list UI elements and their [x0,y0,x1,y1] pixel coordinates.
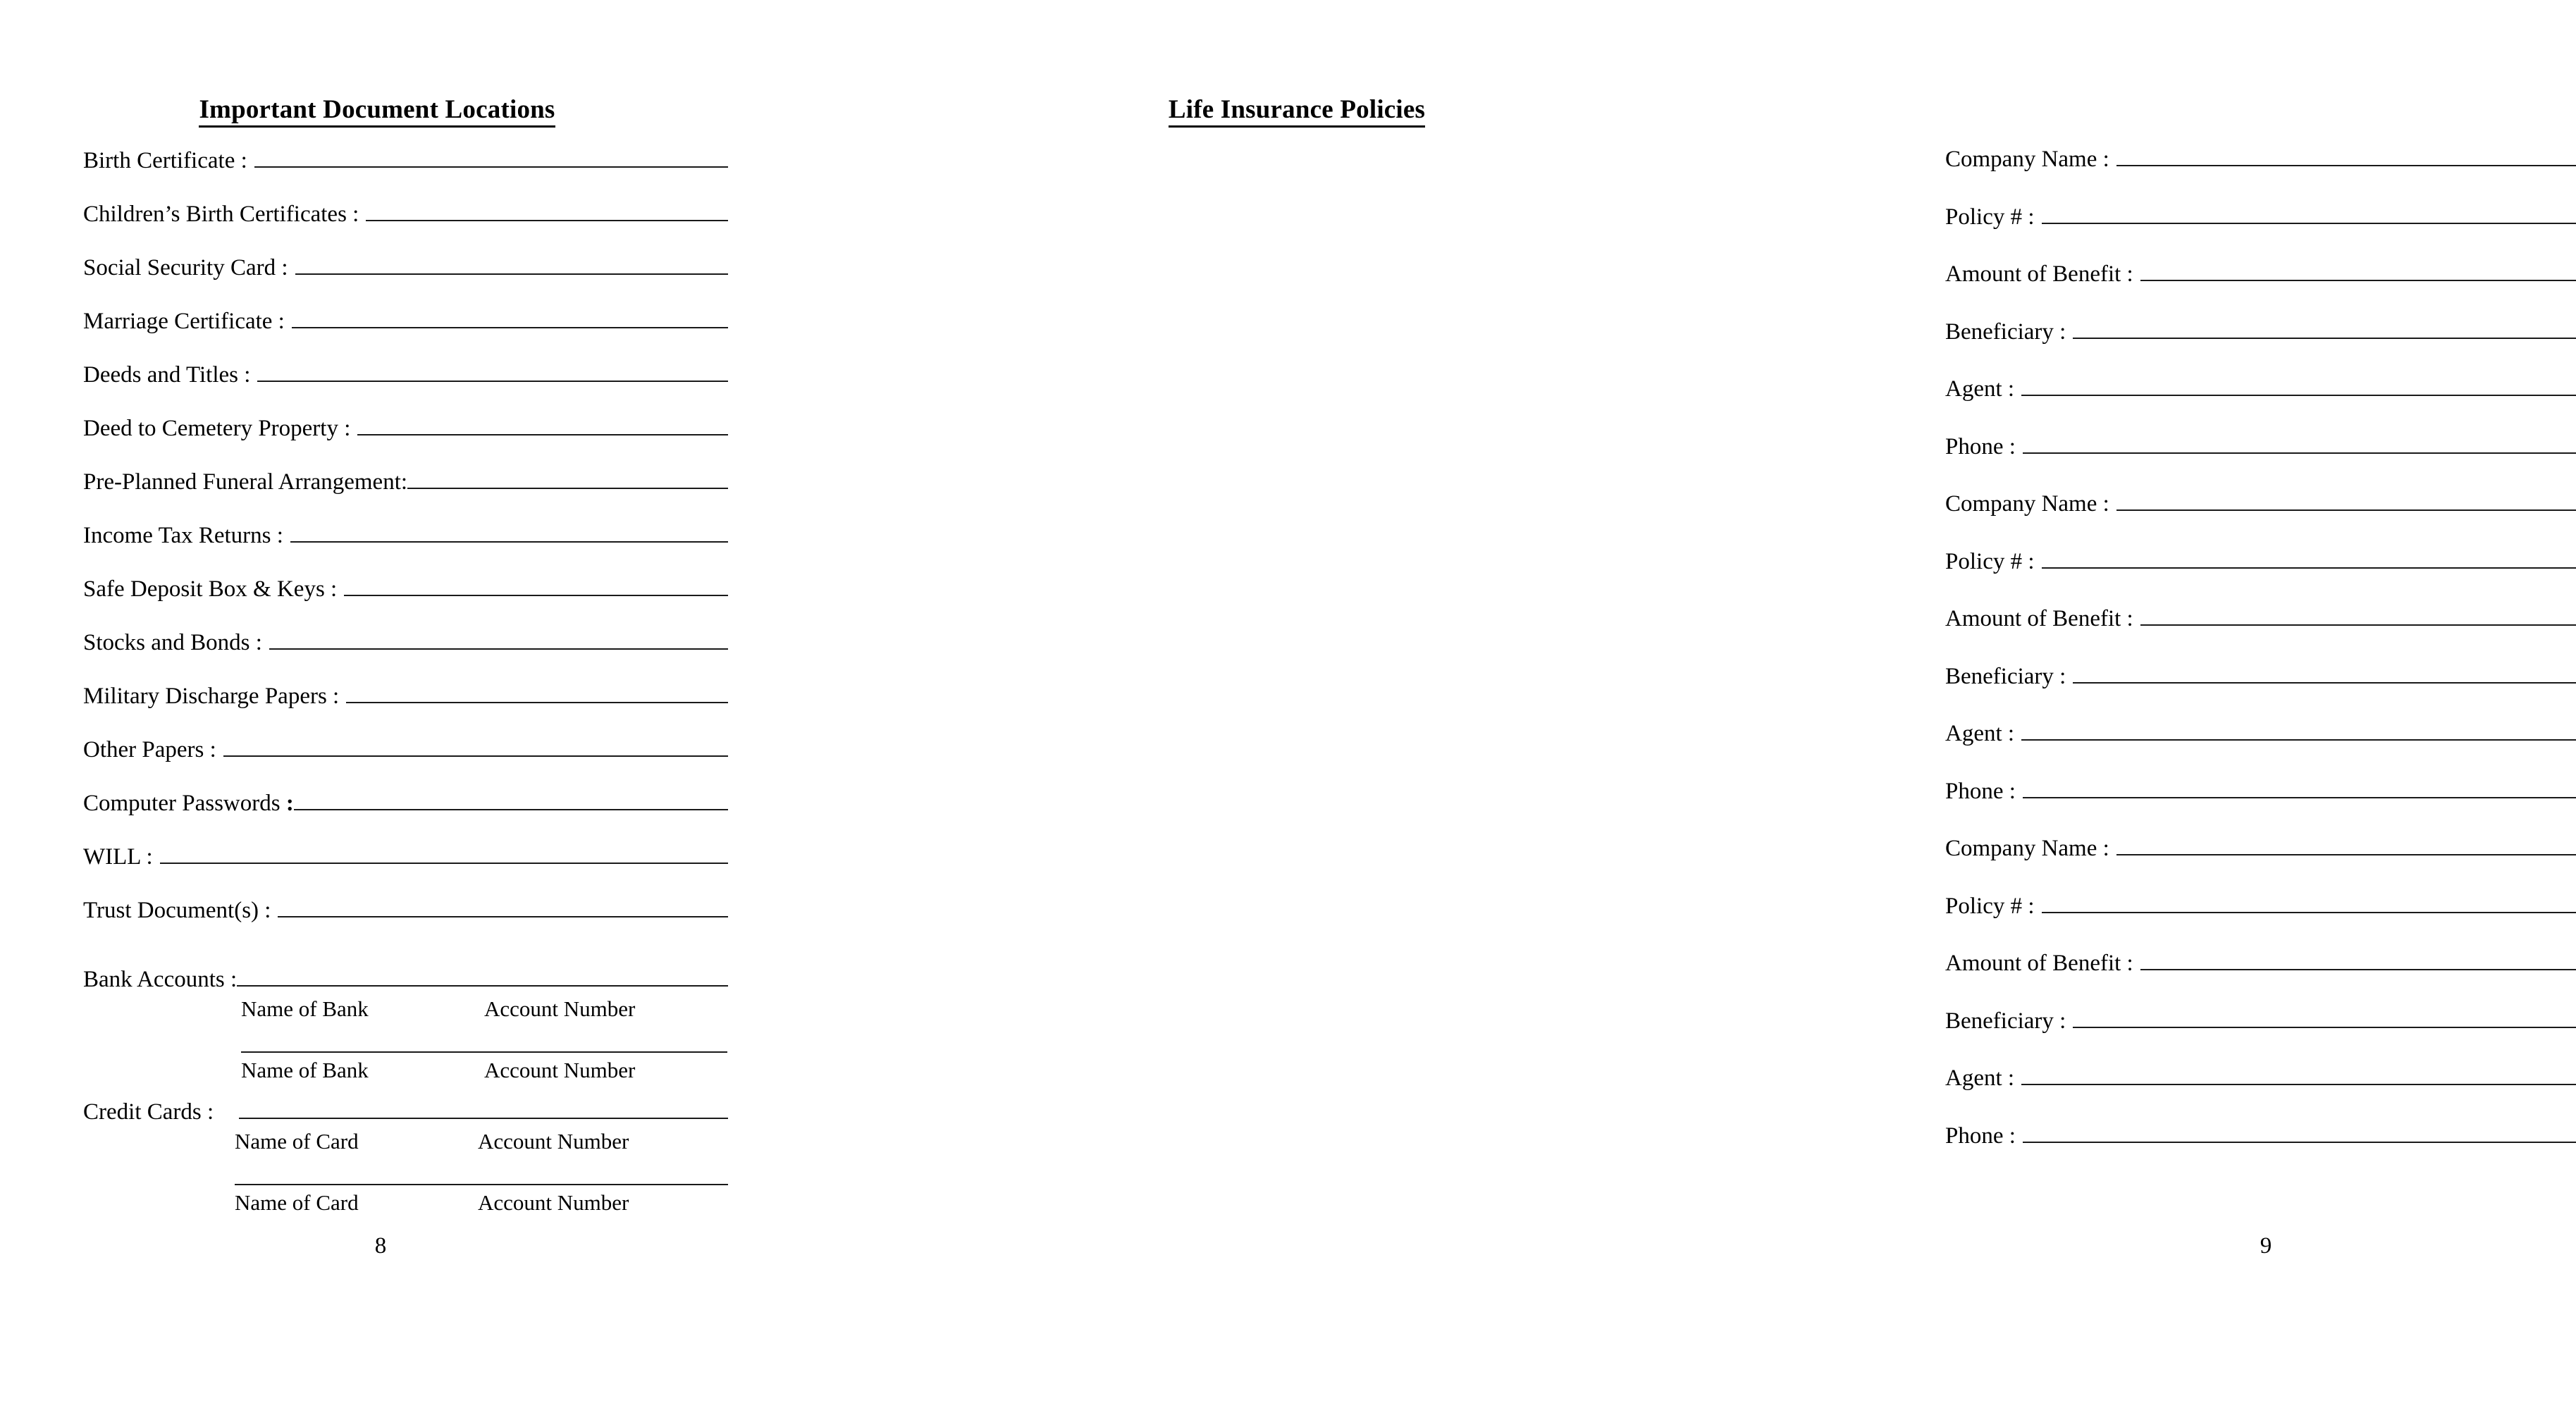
field-write-in-line[interactable] [2023,434,2576,454]
bank-accounts-number-column-header: Account Number [484,1058,636,1082]
field-label: Amount of Benefit : [1945,606,2133,631]
bank-accounts-name-column-header: Name of Bank [241,1058,369,1082]
field-label: Company Name : [1945,147,2109,172]
form-field-row [1945,261,2576,319]
field-label: Phone : [1945,433,2016,459]
field-write-in-line[interactable] [2116,147,2576,166]
field-write-in-line[interactable] [295,255,728,275]
form-field-row [1945,1008,2576,1066]
field-label: Policy # : [1945,204,2035,230]
field-label: Policy # : [1945,548,2035,574]
form-field-row [83,844,728,898]
field-label: Marriage Certificate : [83,309,285,334]
field-write-in-line[interactable] [223,737,728,757]
bank-accounts-header-row [83,967,728,991]
field-write-in-line[interactable] [357,416,728,435]
field-label: Deeds and Titles : [83,362,251,388]
form-field-row [1945,721,2576,779]
field-write-in-line[interactable] [160,844,728,864]
form-field-row [83,737,728,791]
page-number-left: 8 [374,1233,387,1259]
field-write-in-line[interactable] [2140,606,2576,626]
bank-accounts-column-headers [241,991,728,1020]
field-label: Amount of Benefit : [1945,951,2133,976]
field-write-in-line[interactable] [294,791,728,810]
left-page-title-text: Important Document Locations [199,95,555,128]
credit-cards-column-headers [235,1185,728,1213]
field-write-in-line[interactable] [2116,491,2576,511]
field-label: Stocks and Bonds : [83,630,262,655]
field-write-in-line[interactable] [2042,549,2576,569]
form-field-row [83,309,728,362]
field-label: Beneficiary : [1945,319,2066,345]
field-write-in-line[interactable] [2073,319,2576,339]
form-field-row [1945,549,2576,607]
field-write-in-line[interactable] [366,202,728,221]
field-write-in-line[interactable] [2023,1123,2576,1143]
page-number-right: 9 [2260,1233,2272,1259]
field-label: Deed to Cemetery Property : [83,416,351,441]
credit-cards-column-headers [235,1124,728,1152]
field-label: Agent : [1945,721,2015,746]
form-field-row [1945,434,2576,492]
form-field-row [83,576,728,630]
credit-cards-block [83,1099,728,1152]
credit-cards-label: Credit Cards : [83,1099,214,1125]
field-write-in-line[interactable] [278,898,728,917]
field-label: Agent : [1945,1065,2015,1091]
credit-cards-write-in-line[interactable] [239,1099,728,1119]
field-write-in-line[interactable] [2042,204,2576,224]
field-label: Company Name : [1945,836,2109,861]
field-label: Computer Passwords : [83,791,294,816]
field-label: Beneficiary : [1945,663,2066,689]
form-field-row [83,523,728,576]
field-write-in-line[interactable] [2140,951,2576,970]
field-label: Military Discharge Papers : [83,684,340,709]
bank-accounts-column-headers [241,1053,728,1081]
field-write-in-line[interactable] [254,148,728,168]
field-label: Trust Document(s) : [83,898,271,923]
field-write-in-line[interactable] [2021,721,2576,741]
field-write-in-line[interactable] [269,630,728,650]
field-label: Phone : [1945,778,2016,804]
field-label: Social Security Card : [83,255,288,280]
field-label: Phone : [1945,1123,2016,1149]
form-field-row [1945,894,2576,951]
credit-cards-name-column-header: Name of Card [235,1190,359,1215]
form-field-row [83,255,728,309]
field-label: Safe Deposit Box & Keys : [83,576,338,602]
field-label: Children’s Birth Certificates : [83,202,359,227]
right-page-title-text: Life Insurance Policies [1169,95,1425,128]
field-write-in-line[interactable] [2042,894,2576,913]
form-field-row [83,148,728,202]
field-label: WILL : [83,844,153,870]
field-label: Company Name : [1945,491,2109,517]
form-field-row [1945,779,2576,836]
form-field-row [83,898,728,951]
field-write-in-line[interactable] [346,684,728,703]
right-field-list [1945,147,2576,1180]
credit-cards-header-row [83,1099,728,1124]
right-page-title [902,94,1691,125]
field-write-in-line[interactable] [2140,261,2576,281]
form-field-row [1945,491,2576,549]
form-field-row [1945,376,2576,434]
credit-cards-number-column-header: Account Number [478,1129,629,1154]
form-field-row [1945,664,2576,722]
field-write-in-line[interactable] [290,523,728,543]
field-write-in-line[interactable] [2073,664,2576,684]
form-field-row [1945,319,2576,377]
form-field-row [83,362,728,416]
form-field-row [83,791,728,844]
field-write-in-line[interactable] [2021,1065,2576,1085]
field-label: Amount of Benefit : [1945,261,2133,287]
credit-cards-extra-row [83,1152,728,1213]
field-write-in-line[interactable] [407,469,728,489]
field-write-in-line[interactable] [2073,1008,2576,1028]
field-label: Agent : [1945,376,2015,402]
bank-accounts-label: Bank Accounts : [83,967,238,992]
field-write-in-line[interactable] [2023,779,2576,798]
form-field-row [83,684,728,737]
form-field-row [83,630,728,684]
page-right [902,0,2272,1403]
form-field-row [1945,204,2576,262]
form-field-row [83,416,728,469]
form-field-row [1945,836,2576,894]
form-field-row [1945,1123,2576,1181]
field-label: Policy # : [1945,893,2035,919]
bank-accounts-number-column-header: Account Number [484,996,636,1021]
bank-accounts-name-column-header: Name of Bank [241,996,369,1021]
bank-accounts-write-in-line[interactable] [237,967,728,987]
bank-accounts-block [83,967,728,1020]
field-write-in-line[interactable] [292,309,728,328]
form-field-row [1945,147,2576,204]
credit-cards-name-column-header: Name of Card [235,1129,359,1154]
field-label: Beneficiary : [1945,1008,2066,1034]
form-field-row [1945,1065,2576,1123]
credit-cards-number-column-header: Account Number [478,1190,629,1215]
bank-accounts-extra-row [83,1020,728,1081]
field-label: Income Tax Returns : [83,523,283,548]
form-field-row [83,469,728,523]
field-write-in-line[interactable] [344,576,728,596]
field-label: Other Papers : [83,737,216,762]
field-write-in-line[interactable] [2116,836,2576,855]
form-field-row [1945,606,2576,664]
form-field-row [1945,951,2576,1008]
field-write-in-line[interactable] [257,362,728,382]
left-page-title [0,94,754,125]
field-label: Birth Certificate : [83,148,247,173]
left-field-list [83,148,728,1213]
page-left [0,0,902,1403]
form-field-row [83,202,728,255]
field-label: Pre-Planned Funeral Arrangement: [83,469,408,495]
field-write-in-line[interactable] [2021,376,2576,396]
